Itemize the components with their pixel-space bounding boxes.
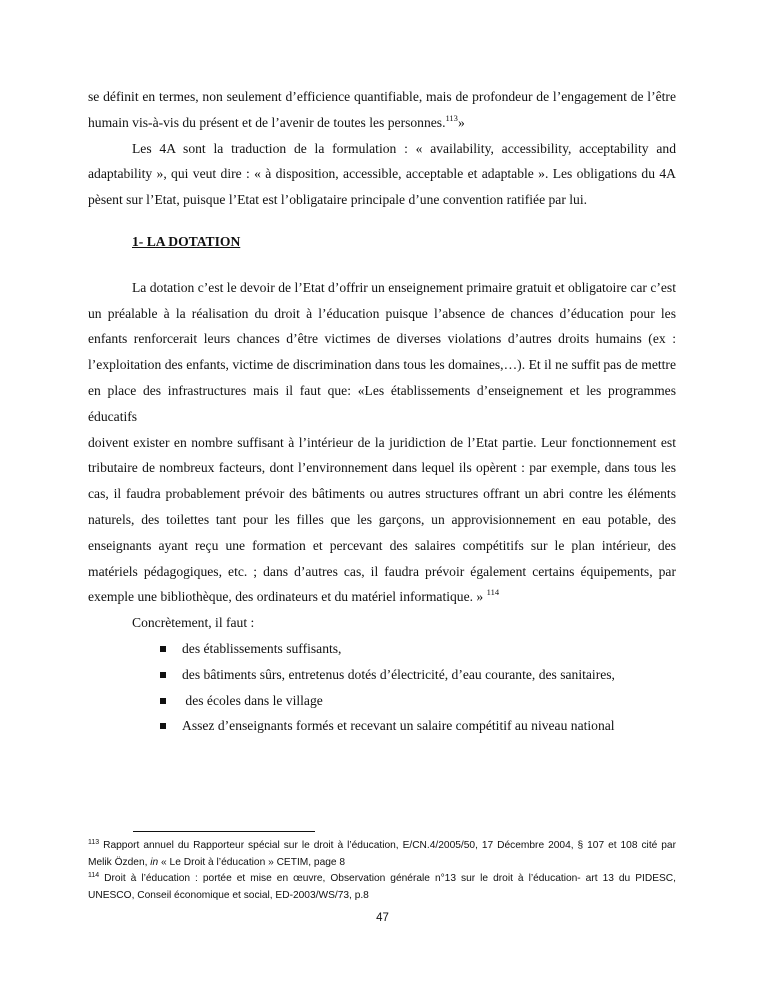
paragraph-dotation: La dotation c’est le devoir de l’Etat d’offrir un enseignement primaire gratuit et obligatoire car c’est un préalable à la réalisation du droit à l’éducation puisque l’absence de chances d’éducation pour les enfants renforcerait leurs chances d’être victimes de diverses violations d’autres droits humains (ex : l’exploitation des enfants, victime de discrimination dans tous les domaines,…). Et il ne suffit pas de mettre en place des infrastructures mais il faut que: «Les établissements d’enseignement et les programmes éducatifs [88, 279, 676, 424]
square-bullet-icon [160, 646, 166, 652]
footnote-separator [133, 831, 315, 832]
footnote-ref-113: 113 [445, 112, 458, 123]
list-item: des établissements suffisants, [160, 636, 676, 662]
body-text [88, 84, 676, 739]
section-heading: 1- LA DOTATION [132, 233, 241, 249]
paragraph-continuation: se définit en termes, non seulement d’efficience quantifiable, mais de profondeur de l’engagement de l’être humain vis-à-vis du présent et de l’avenir de toutes les personnes.$^{113}$» [88, 89, 676, 130]
page-number: 47 [376, 912, 389, 924]
square-bullet-icon [160, 698, 166, 704]
list-item: des bâtiments sûrs, entretenus dotés d’électricité, d’eau courante, des sanitaires, [160, 662, 676, 688]
paragraph-concretement: Concrètement, il faut : [132, 615, 255, 631]
paragraph-dotation-quote: doivent exister en nombre suffisant à l’intérieur de la juridiction de l’Etat partie. Leur fonctionnement est tributaire de nombreux facteurs, dont l’environnement dans lequel ils opèrent : par exemple, dans tous les cas, il faudra probablement prévoir des bâtiments ou autres structures offrant un abri contre les éléments naturels, des toilettes tant pour les filles que les garçons, un approvisionnement en eau potable, des enseignants ayant reçu une formation et percevant des salaires compétitifs sur le plan intérieur, des matériels pédagogiques, etc. ; dans d’autres cas, il faudra prévoir également certains équipements, par exemple une bibliothèque, des ordinateurs et du matériel informatique. » $^{114}$ [88, 434, 676, 605]
footnotes [88, 838, 676, 904]
square-bullet-icon [160, 672, 166, 678]
requirements-list [88, 636, 676, 739]
footnote-114: $^{114}$ Droit à l’éducation : portée et mise en œuvre, Observation générale n°13 sur le droit à l’éducation- art 13 du PIDESC, UNESCO, Conseil économique et social, ED-2003/WS/73, p.8 [88, 872, 676, 901]
footnote-ref-114: 114 [486, 587, 500, 598]
list-item: Assez d’enseignants formés et recevant un salaire compétitif au niveau national [160, 713, 676, 739]
list-item: des écoles dans le village [160, 688, 676, 714]
footnote-113: $^{113}$ Rapport annuel du Rapporteur spécial sur le droit à l’éducation, E/CN.4/2005/50, 17 Décembre 2004, § 107 et 108 cité par Melik Özden, in « Le Droit à l’éducation » CETIM, page 8 [88, 839, 676, 868]
square-bullet-icon [160, 723, 166, 729]
paragraph-4a: Les 4A sont la traduction de la formulation : « availability, accessibility, acceptability and adaptability », qui veut dire : « à disposition, accessible, acceptable et adaptable ». Les obligations du 4A pèsent sur l’Etat, puisque l’Etat est l’obligataire principale d’une convention ratifiée par lui. [88, 140, 676, 208]
